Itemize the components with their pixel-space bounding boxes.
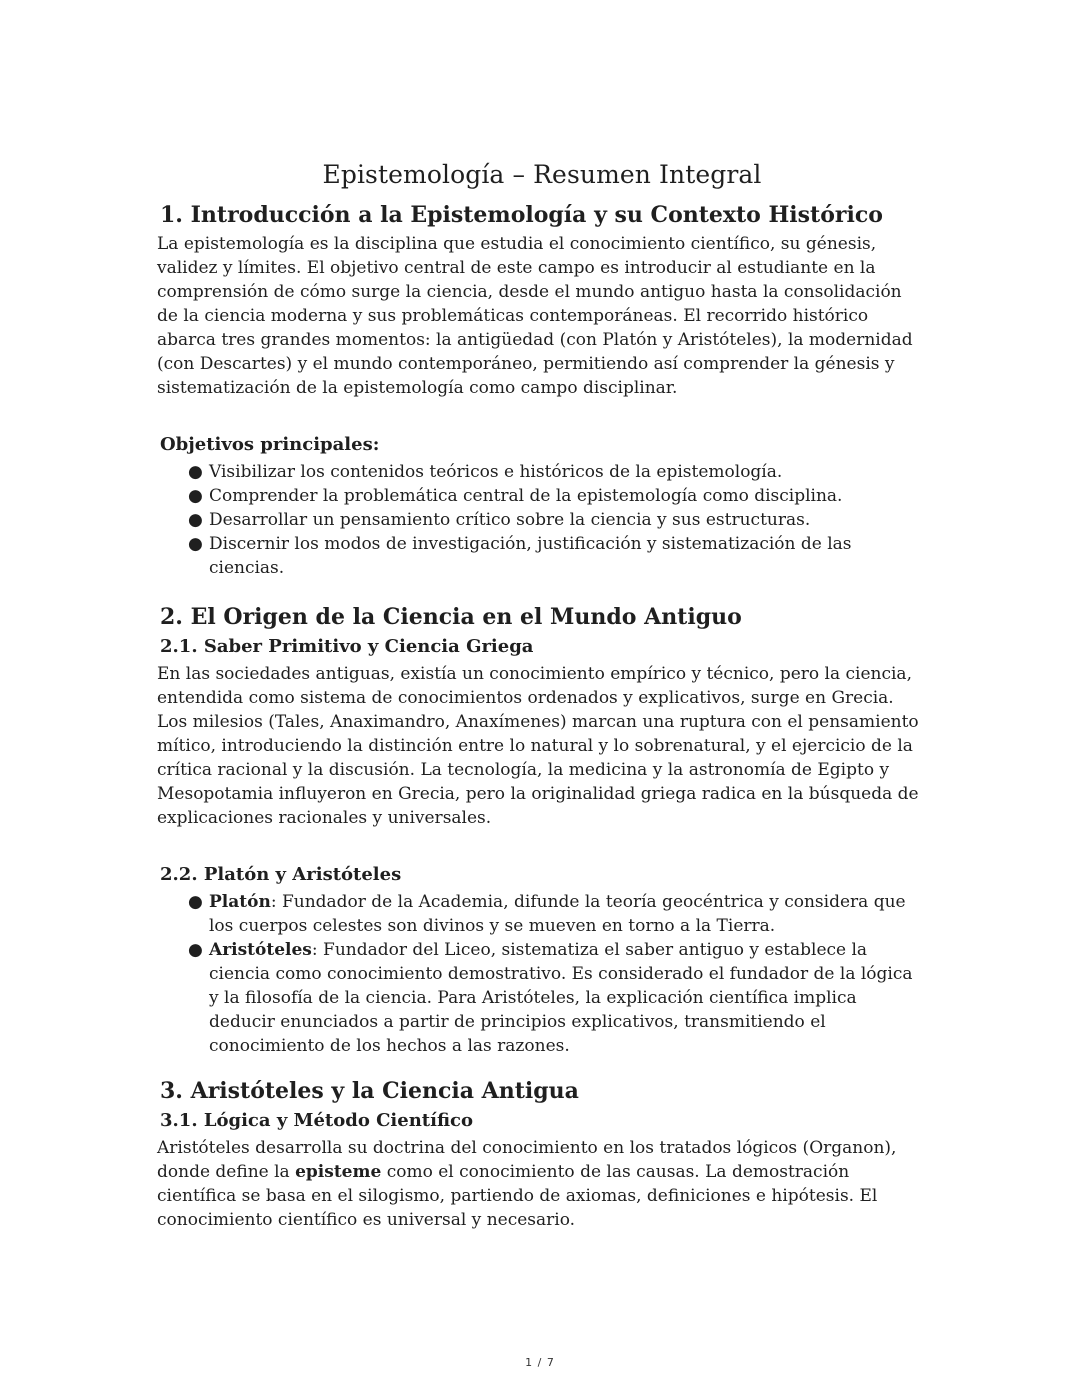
section-3-1-paragraph xyxy=(157,1136,927,1232)
list-item xyxy=(188,938,927,1058)
list-item xyxy=(188,484,927,508)
philosophers-list xyxy=(157,890,927,1058)
page-number: 1 / 7 xyxy=(525,1356,555,1369)
objective-text: Visibilizar los contenidos teóricos e históricos de la epistemología. xyxy=(209,462,783,482)
section-1-paragraph: La epistemología es la disciplina que estudia el conocimiento científico, su génesis, validez y límites. El objetivo central de este campo es introducir al estudiante en la comprensión de cómo surge la ciencia, desde el mundo antiguo hasta la consolidación de la ciencia moderna y sus problemáticas contemporáneas. El recorrido histórico abarca tres grandes momentos: la antigüedad (con Platón y Aristóteles), la modernidad (con Descartes) y el mundo contemporáneo, permitiendo así comprender la génesis y sistematización de la epistemología como campo disciplinar. xyxy=(157,234,913,398)
bullet-icon: ● xyxy=(188,462,203,482)
list-item xyxy=(188,532,927,580)
section-1-heading: 1. Introducción a la Epistemología y su Contexto Histórico xyxy=(160,202,883,228)
section-2-heading: 2. El Origen de la Ciencia en el Mundo Antiguo xyxy=(160,604,742,630)
document-page xyxy=(157,158,927,1232)
term-platon: Platón xyxy=(209,892,271,912)
list-item xyxy=(188,508,927,532)
section-2-1-paragraph: En las sociedades antiguas, existía un conocimiento empírico y técnico, pero la ciencia, entendida como sistema de conocimientos ordenados y explicativos, surge en Grecia. Los milesios (Tales, Anaximandro, Anaxímenes) marcan una ruptura con el pensamiento mítico, introduciendo la distinción entre lo natural y lo sobrenatural, y el ejercicio de la crítica racional y la discusión. La tecnología, la medicina y la astronomía de Egipto y Mesopotamia influyeron en Grecia, pero la originalidad griega radica en la búsqueda de explicaciones racionales y universales. xyxy=(157,664,919,828)
bullet-icon: ● xyxy=(188,486,203,506)
section-2-2-heading: 2.2. Platón y Aristóteles xyxy=(160,864,402,885)
section-2-1-heading: 2.1. Saber Primitivo y Ciencia Griega xyxy=(160,636,534,657)
term-description: : Fundador del Liceo, sistematiza el saber antiguo y establece la ciencia como conocimiento demostrativo. Es considerado el fundador de la lógica y la filosofía de la ciencia. Para Aristóteles, la explicación científica implica deducir enunciados a partir de principios explicativos, transmitiendo el conocimiento de los hechos a las razones. xyxy=(209,940,913,1056)
section-3-1-heading: 3.1. Lógica y Método Científico xyxy=(160,1110,474,1131)
bullet-icon: ● xyxy=(188,940,203,960)
objective-text: Comprender la problemática central de la epistemología como disciplina. xyxy=(209,486,843,506)
objective-text: Discernir los modos de investigación, justificación y sistematización de las ciencias. xyxy=(209,534,852,578)
objective-text: Desarrollar un pensamiento crítico sobre la ciencia y sus estructuras. xyxy=(209,510,811,530)
objectives-title: Objetivos principales: xyxy=(160,434,380,455)
bullet-icon: ● xyxy=(188,892,203,912)
paragraph-text: Aristóteles desarrolla su doctrina del conocimiento en los tratados lógicos (Organon), donde define la xyxy=(157,1138,897,1182)
paragraph-text: como el conocimiento de las causas. La demostración científica se basa en el silogismo, partiendo de axiomas, definiciones e hipótesis. El conocimiento científico es universal y necesario. xyxy=(157,1162,878,1230)
term-episteme: episteme xyxy=(295,1162,382,1182)
bullet-icon: ● xyxy=(188,510,203,530)
bullet-icon: ● xyxy=(188,534,203,554)
objectives-list xyxy=(157,460,927,580)
list-item xyxy=(188,890,927,938)
term-description: : Fundador de la Academia, difunde la teoría geocéntrica y considera que los cuerpos celestes son divinos y se mueven en torno a la Tierra. xyxy=(209,892,906,936)
document-title: Epistemología – Resumen Integral xyxy=(322,160,762,189)
section-3-heading: 3. Aristóteles y la Ciencia Antigua xyxy=(160,1078,579,1104)
list-item xyxy=(188,460,927,484)
term-aristoteles: Aristóteles xyxy=(209,940,312,960)
